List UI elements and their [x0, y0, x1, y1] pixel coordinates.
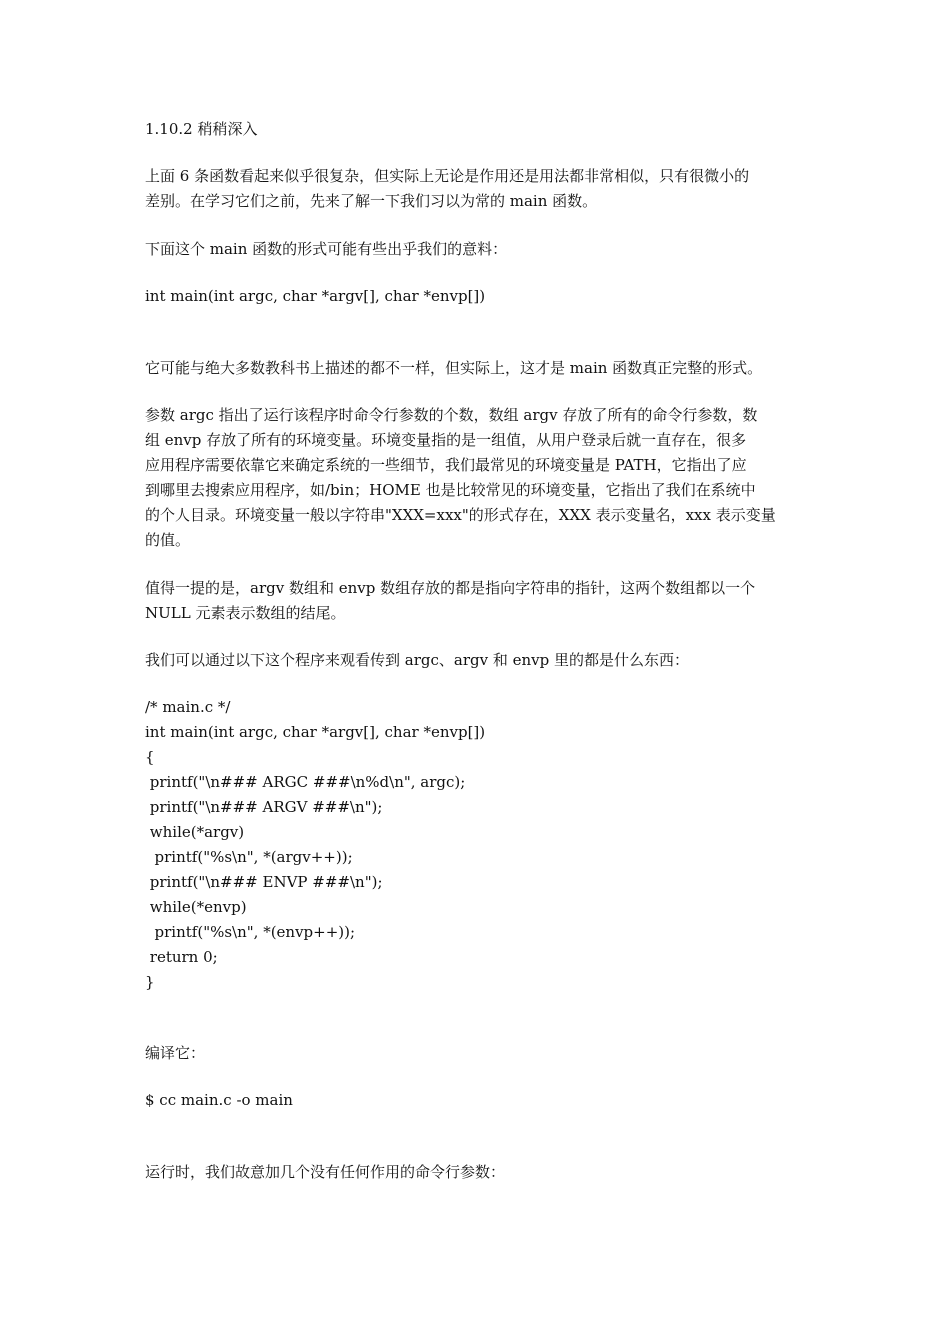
code-line: return 0;: [145, 948, 218, 966]
code-line: int main(int argc, char *argv[], char *envp[]): [145, 723, 486, 741]
paragraph-params-line-3: 应用程序需要依靠它来确定系统的一些细节，我们最常见的环境变量是 PATH，它指出了应: [145, 456, 747, 474]
main-signature: int main(int argc, char *argv[], char *envp[]): [145, 287, 486, 305]
paragraph-pointers-line-1: 值得一提的是，argv 数组和 envp 数组存放的都是指向字符串的指针，这两个数组都以一个: [145, 579, 756, 597]
compile-command: $ cc main.c -o main: [145, 1091, 293, 1109]
code-line: }: [145, 973, 155, 991]
paragraph-intro-line-1: 上面 6 条函数看起来似乎很复杂，但实际上无论是作用还是用法都非常相似，只有很微小的: [145, 167, 750, 185]
code-line: printf("\n### ENVP ###\n");: [145, 873, 383, 891]
paragraph-complete-form: 它可能与绝大多数教科书上描述的都不一样，但实际上，这才是 main 函数真正完整的形式。: [145, 359, 763, 377]
code-line: printf("%s\n", *(envp++));: [145, 923, 356, 941]
paragraph-intro-line-2: 差别。在学习它们之前，先来了解一下我们习以为常的 main 函数。: [145, 192, 598, 210]
paragraph-params-line-1: 参数 argc 指出了运行该程序时命令行参数的个数，数组 argv 存放了所有的命令行参数，数: [145, 406, 758, 424]
paragraph-program-intro: 我们可以通过以下这个程序来观看传到 argc、argv 和 envp 里的都是什么东西：: [145, 651, 689, 669]
paragraph-compile-intro: 编译它：: [145, 1044, 206, 1062]
paragraph-params-line-2: 组 envp 存放了所有的环境变量。环境变量指的是一组值，从用户登录后就一直存在，很多: [145, 431, 747, 449]
code-line: printf("\n### ARGV ###\n");: [145, 798, 383, 816]
code-line: while(*envp): [145, 898, 247, 916]
section-heading: 1.10.2 稍稍深入: [145, 120, 258, 138]
code-line: printf("\n### ARGC ###\n%d\n", argc);: [145, 773, 466, 791]
paragraph-params-line-4: 到哪里去搜索应用程序，如/bin；HOME 也是比较常见的环境变量，它指出了我们在系统中: [145, 481, 756, 499]
code-line: printf("%s\n", *(argv++));: [145, 848, 353, 866]
code-line: while(*argv): [145, 823, 245, 841]
paragraph-params-line-5: 的个人目录。环境变量一般以字符串"XXX=xxx"的形式存在，XXX 表示变量名，xxx 表示变量: [145, 506, 776, 524]
paragraph-params-line-6: 的值。: [145, 531, 191, 549]
code-line: {: [145, 748, 155, 766]
code-line: /* main.c */: [145, 698, 231, 716]
paragraph-run-intro: 运行时，我们故意加几个没有任何作用的命令行参数：: [145, 1163, 506, 1181]
paragraph-form-intro: 下面这个 main 函数的形式可能有些出乎我们的意料：: [145, 240, 508, 258]
paragraph-pointers-line-2: NULL 元素表示数组的结尾。: [145, 604, 346, 622]
